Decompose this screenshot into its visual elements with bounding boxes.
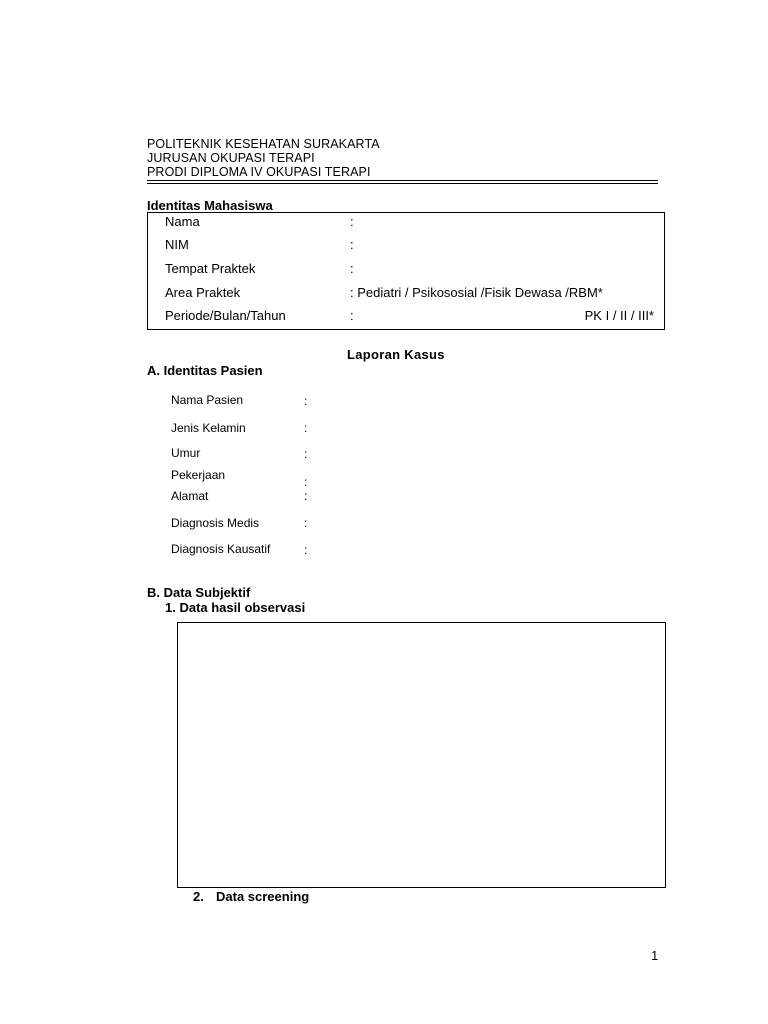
report-title: Laporan Kasus [347,347,445,362]
medical-diagnosis-colon: : [304,516,308,530]
causative-diagnosis-label: Diagnosis Kausatif [171,542,271,556]
patient-age-label: Umur [171,446,201,460]
student-name-label: Nama [165,214,200,229]
patient-occupation-colon: : [304,475,308,489]
institution-name: POLITEKNIK KESEHATAN SURAKARTA [147,137,380,151]
patient-gender-label: Jenis Kelamin [171,421,246,435]
student-identity-box [147,212,665,330]
patient-occupation-label: Pekerjaan [171,468,226,482]
patient-address-colon: : [304,489,308,503]
header-rule-bottom [147,183,658,184]
screening-data-number: 2. [193,889,204,904]
patient-name-colon: : [304,394,308,408]
student-nim-colon: : [350,237,354,252]
observation-data-label: 1. Data hasil observasi [165,600,306,615]
patient-identity-heading: A. Identitas Pasien [147,363,263,378]
causative-diagnosis-colon: : [304,543,308,557]
page-number: 1 [651,948,659,963]
subjective-data-heading: B. Data Subjektif [147,585,251,600]
period-label: Periode/Bulan/Tahun [165,308,286,323]
student-name-colon: : [350,214,354,229]
program-name: PRODI DIPLOMA IV OKUPASI TERAPI [147,165,371,179]
observation-data-box [177,622,666,888]
patient-age-colon: : [304,447,308,461]
period-pk-options: PK I / II / III* [584,308,654,323]
department-name: JURUSAN OKUPASI TERAPI [147,151,315,165]
student-identity-heading: Identitas Mahasiswa [147,198,273,213]
practice-area-label: Area Praktek [165,285,241,300]
practice-place-colon: : [350,261,354,276]
header-rule-top [147,180,658,181]
practice-area-options: : Pediatri / Psikososial /Fisik Dewasa /RBM* [350,285,603,300]
student-nim-label: NIM [165,237,189,252]
patient-gender-colon: : [304,421,308,435]
patient-address-label: Alamat [171,489,209,503]
medical-diagnosis-label: Diagnosis Medis [171,516,260,530]
patient-name-label: Nama Pasien [171,393,244,407]
period-colon: : [350,308,354,323]
screening-data-label: Data screening [216,889,310,904]
practice-place-label: Tempat Praktek [165,261,256,276]
